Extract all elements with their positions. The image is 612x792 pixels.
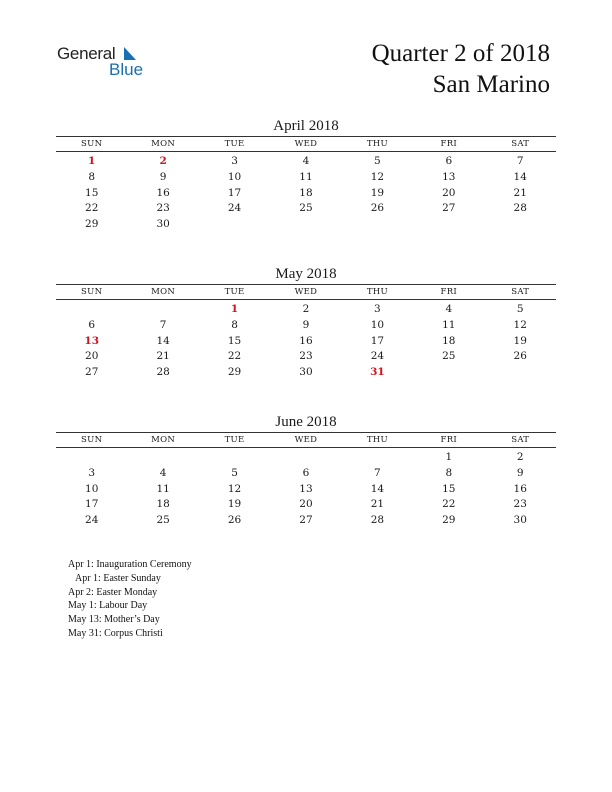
day-cell: 4 xyxy=(302,155,310,167)
day-cell: 29 xyxy=(442,514,456,527)
weeks-grid xyxy=(56,152,556,233)
weekday-label: SUN xyxy=(81,139,103,149)
weekday-header xyxy=(56,284,556,300)
day-cell: 4 xyxy=(445,303,453,315)
week-row xyxy=(56,170,556,186)
empty-day-cell xyxy=(270,450,341,466)
weekday-label: FRI xyxy=(440,139,458,149)
week-row xyxy=(56,450,556,466)
weekday-label: FRI xyxy=(440,287,458,297)
day-cell: 28 xyxy=(370,514,385,527)
day-cell: 5 xyxy=(374,155,381,167)
day-cell: 26 xyxy=(370,202,385,215)
holiday-list xyxy=(68,558,192,641)
day-cell: 23 xyxy=(156,202,170,215)
day-cell: 13 xyxy=(442,170,456,183)
day-cell: 23 xyxy=(299,350,313,363)
day-cell: 22 xyxy=(85,202,99,215)
holiday-list-item: Apr 2: Easter Monday xyxy=(68,586,158,598)
day-cell: 10 xyxy=(85,482,99,495)
holiday-day-cell: 1 xyxy=(230,303,239,315)
day-cell: 24 xyxy=(227,202,242,215)
weekday-label: MON xyxy=(151,139,176,149)
weekday-label: SAT xyxy=(511,139,530,149)
week-row xyxy=(56,318,556,334)
holiday-day-cell: 13 xyxy=(84,334,100,347)
weekday-label: THU xyxy=(366,435,388,445)
day-cell: 1 xyxy=(445,451,453,463)
week-row xyxy=(56,497,556,513)
day-cell: 21 xyxy=(513,186,527,199)
day-cell: 22 xyxy=(442,498,456,511)
day-cell: 7 xyxy=(159,318,167,331)
empty-day-cell xyxy=(56,302,127,318)
holiday-list-item: May 1: Labour Day xyxy=(68,600,148,612)
day-cell: 27 xyxy=(442,202,456,215)
day-cell: 23 xyxy=(513,498,527,511)
week-row xyxy=(56,302,556,318)
day-cell: 12 xyxy=(227,482,242,495)
week-row xyxy=(56,466,556,482)
day-cell: 30 xyxy=(156,218,170,231)
day-cell: 26 xyxy=(513,350,527,363)
day-cell: 18 xyxy=(156,498,170,511)
month-title: May 2018 xyxy=(275,266,337,282)
empty-day-cell xyxy=(56,450,127,466)
day-cell: 21 xyxy=(370,498,385,511)
day-cell: 20 xyxy=(85,350,99,363)
day-cell: 19 xyxy=(227,498,242,511)
day-cell: 17 xyxy=(85,498,99,511)
day-cell: 19 xyxy=(513,334,527,347)
weekday-label: FRI xyxy=(440,435,458,445)
day-cell: 4 xyxy=(159,466,167,479)
empty-day-cell xyxy=(199,450,270,466)
empty-day-cell xyxy=(413,217,484,233)
weekday-label: MON xyxy=(151,435,176,445)
day-cell: 15 xyxy=(85,186,99,199)
day-cell: 26 xyxy=(227,514,242,527)
day-cell: 17 xyxy=(370,334,385,347)
logo-triangle-icon xyxy=(124,46,136,60)
day-cell: 8 xyxy=(88,170,96,183)
day-cell: 25 xyxy=(299,202,313,215)
logo-text-general: General xyxy=(57,44,116,63)
weekday-label: THU xyxy=(366,139,388,149)
logo-text-blue: Blue xyxy=(109,60,144,79)
day-cell: 28 xyxy=(513,202,527,215)
weekday-label: WED xyxy=(294,139,318,149)
day-cell: 2 xyxy=(302,303,310,315)
empty-day-cell xyxy=(342,450,413,466)
holiday-list-item: Apr 1: Easter Sunday xyxy=(75,572,161,584)
day-cell: 8 xyxy=(231,318,238,331)
empty-day-cell xyxy=(127,302,198,318)
weekday-label: TUE xyxy=(224,139,245,149)
day-cell: 19 xyxy=(370,186,385,199)
weekday-label: SAT xyxy=(511,287,530,297)
holiday-list-item: Apr 1: Inauguration Ceremony xyxy=(68,559,192,570)
day-cell: 5 xyxy=(516,303,524,315)
empty-day-cell xyxy=(199,217,270,233)
day-cell: 25 xyxy=(442,350,456,363)
weekday-label: TUE xyxy=(224,287,245,297)
week-row xyxy=(56,482,556,498)
month-calendar-june xyxy=(56,412,556,529)
week-row xyxy=(56,201,556,217)
day-cell: 27 xyxy=(85,366,99,379)
day-cell: 30 xyxy=(299,366,313,379)
empty-day-cell xyxy=(413,365,484,381)
day-cell: 12 xyxy=(370,170,385,183)
empty-day-cell xyxy=(485,365,556,381)
day-cell: 11 xyxy=(299,170,313,183)
holiday-day-cell: 31 xyxy=(370,366,385,379)
weekday-header xyxy=(56,432,556,448)
empty-day-cell xyxy=(485,217,556,233)
generalblue-logo xyxy=(57,44,167,84)
week-row xyxy=(56,154,556,170)
weekday-label: MON xyxy=(151,287,176,297)
weekday-label: SUN xyxy=(81,435,103,445)
day-cell: 14 xyxy=(513,170,527,183)
day-cell: 11 xyxy=(156,482,170,495)
day-cell: 6 xyxy=(88,318,96,331)
weekday-label: SUN xyxy=(81,287,103,297)
day-cell: 8 xyxy=(445,466,453,479)
title-quarter: Quarter 2 of 2018 xyxy=(371,40,550,67)
day-cell: 12 xyxy=(513,318,527,331)
day-cell: 9 xyxy=(516,466,524,479)
day-cell: 14 xyxy=(156,334,170,347)
week-row xyxy=(56,334,556,350)
weekday-header xyxy=(56,136,556,152)
day-cell: 6 xyxy=(302,466,310,479)
day-cell: 20 xyxy=(299,498,313,511)
title-country: San Marino xyxy=(432,71,550,98)
month-calendar-may xyxy=(56,264,556,381)
day-cell: 18 xyxy=(442,334,456,347)
day-cell: 28 xyxy=(156,366,170,379)
day-cell: 11 xyxy=(442,318,456,331)
day-cell: 5 xyxy=(231,466,238,479)
week-row xyxy=(56,217,556,233)
month-title: June 2018 xyxy=(275,414,337,430)
week-row xyxy=(56,186,556,202)
day-cell: 24 xyxy=(85,514,99,527)
day-cell: 17 xyxy=(227,186,242,199)
day-cell: 14 xyxy=(370,482,385,495)
weekday-label: WED xyxy=(294,287,318,297)
day-cell: 10 xyxy=(227,170,242,183)
day-cell: 21 xyxy=(156,350,170,363)
empty-day-cell xyxy=(342,217,413,233)
day-cell: 16 xyxy=(513,482,527,495)
day-cell: 10 xyxy=(370,318,385,331)
week-row xyxy=(56,349,556,365)
weeks-grid xyxy=(56,448,556,529)
holiday-list-item: May 31: Corpus Christi xyxy=(68,627,163,639)
week-row xyxy=(56,513,556,529)
holiday-list-item: May 13: Mother’s Day xyxy=(68,614,160,626)
weekday-label: WED xyxy=(294,435,318,445)
day-cell: 29 xyxy=(85,218,99,231)
weekday-label: SAT xyxy=(511,435,530,445)
day-cell: 25 xyxy=(156,514,170,527)
day-cell: 7 xyxy=(516,155,524,167)
holiday-day-cell: 2 xyxy=(159,155,167,167)
day-cell: 18 xyxy=(299,186,313,199)
empty-day-cell xyxy=(270,217,341,233)
day-cell: 15 xyxy=(442,482,456,495)
day-cell: 7 xyxy=(374,466,381,479)
day-cell: 16 xyxy=(299,334,313,347)
day-cell: 9 xyxy=(159,170,167,183)
day-cell: 2 xyxy=(516,451,524,463)
day-cell: 9 xyxy=(302,318,310,331)
weekday-label: TUE xyxy=(224,435,245,445)
day-cell: 20 xyxy=(442,186,456,199)
day-cell: 3 xyxy=(88,466,96,479)
day-cell: 30 xyxy=(513,514,527,527)
day-cell: 3 xyxy=(231,155,238,167)
day-cell: 22 xyxy=(227,350,242,363)
day-cell: 27 xyxy=(299,514,313,527)
empty-day-cell xyxy=(127,450,198,466)
day-cell: 29 xyxy=(227,366,242,379)
page-title xyxy=(372,38,550,100)
day-cell: 15 xyxy=(227,334,242,347)
weekday-label: THU xyxy=(366,287,388,297)
week-row xyxy=(56,365,556,381)
day-cell: 16 xyxy=(156,186,170,199)
day-cell: 6 xyxy=(445,155,453,167)
holiday-day-cell: 1 xyxy=(88,155,96,167)
month-title: April 2018 xyxy=(273,118,339,134)
month-calendar-april xyxy=(56,116,556,233)
day-cell: 3 xyxy=(374,303,381,315)
day-cell: 13 xyxy=(299,482,313,495)
day-cell: 24 xyxy=(370,350,385,363)
weeks-grid xyxy=(56,300,556,381)
